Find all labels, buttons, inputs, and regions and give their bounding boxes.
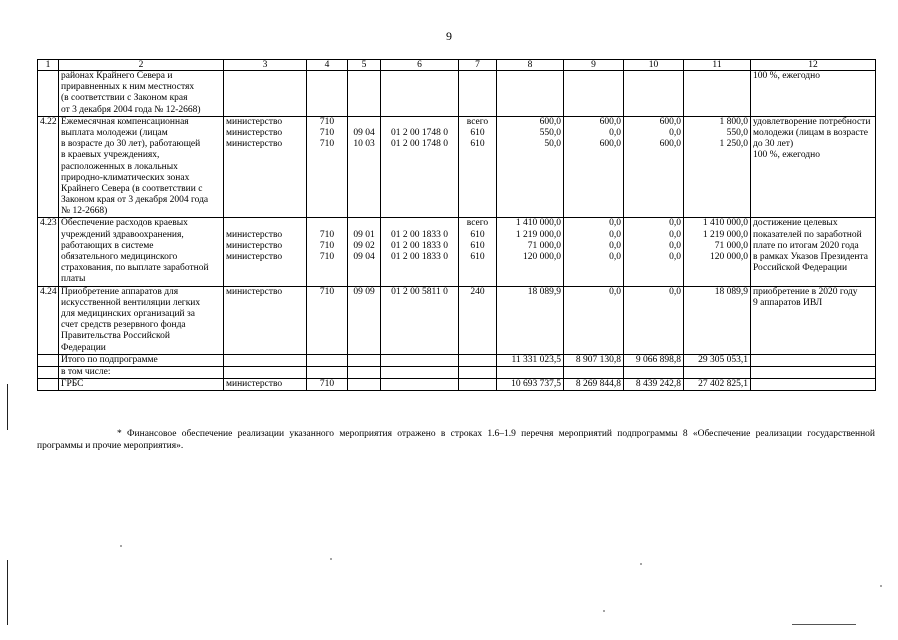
cell-c3: [224, 354, 307, 366]
budget-table: [37, 59, 876, 391]
name-line: работающих в системе: [61, 240, 154, 251]
cell-line: 550,0: [539, 127, 561, 138]
cell-line: 09 09: [353, 286, 375, 297]
row-id: [38, 71, 59, 117]
result-line: Российской Федерации: [753, 263, 848, 274]
table-row: [38, 286, 876, 354]
row-result: [751, 379, 876, 391]
cell-line: 710: [319, 252, 335, 262]
header-cell: 3: [224, 60, 307, 71]
name-line: Приобретение аппаратов для: [61, 286, 179, 297]
cell-line: 18 089,9: [714, 286, 748, 297]
name-line: Законом края от 3 декабря 2004 года: [61, 195, 209, 206]
cell-c4: [307, 286, 348, 354]
scan-speck: [603, 610, 605, 612]
cell-line: 600,0: [659, 139, 681, 150]
row-id: 4.23: [38, 218, 59, 286]
cell-c11: 29 305 053,1: [684, 354, 751, 366]
cell-c6: [381, 71, 459, 117]
table-row: [38, 116, 876, 218]
cell-c6: [381, 286, 459, 354]
row-label: в том числе:: [59, 366, 224, 378]
cell-c9: [564, 218, 624, 286]
cell-line: 1 410 000,0: [702, 218, 748, 229]
cell-c11: [684, 116, 751, 218]
cell-line: [350, 218, 378, 229]
row-result: [751, 218, 876, 286]
name-line: выплата молодежи (лицам: [61, 127, 168, 138]
row-name: [59, 286, 224, 354]
cell-line: 710: [319, 229, 335, 240]
cell-c3: министерство: [224, 379, 307, 391]
cell-c6: [381, 366, 459, 378]
cell-c7: [459, 71, 497, 117]
name-line: районах Крайнего Севера и: [61, 71, 173, 81]
name-line: от 3 декабря 2004 года № 12-2668): [61, 104, 201, 115]
row-name: [59, 71, 224, 117]
cell-c3: [224, 218, 307, 286]
cell-line: министерство: [226, 139, 283, 150]
cell-line: 240: [470, 286, 485, 297]
name-line: № 12-2668): [61, 206, 108, 217]
scan-margin-line: [7, 384, 8, 430]
cell-c6: [381, 354, 459, 366]
name-line: природно-климатических зонах: [61, 172, 190, 183]
cell-c6: [381, 218, 459, 286]
header-cell: 5: [348, 60, 381, 71]
cell-line: 0,0: [609, 240, 621, 251]
header-cell: 7: [459, 60, 497, 71]
cell-line: 610: [470, 229, 485, 240]
scan-speck: [330, 558, 332, 560]
header-cell: 9: [564, 60, 624, 71]
header-cell: 10: [624, 60, 684, 71]
cell-c10: [624, 218, 684, 286]
cell-c10: [624, 286, 684, 354]
scan-speck: [120, 545, 122, 547]
cell-c9: 8 269 844,8: [564, 379, 624, 391]
cell-c4: [307, 218, 348, 286]
cell-line: министерство: [226, 229, 283, 240]
cell-c10: [624, 116, 684, 218]
cell-c11: [684, 286, 751, 354]
cell-line: 1 250,0: [719, 139, 748, 150]
cell-c6: [381, 116, 459, 218]
cell-line: 600,0: [599, 116, 621, 127]
footnote: * Финансовое обеспечение реализации указанного мероприятия отражено в строках 1.6–1.9 перечня мероприятий подпрограммы 8 «Обеспечение реализации государственной программы и прочие мероприятия».: [37, 429, 875, 451]
cell-line: 0,0: [609, 229, 621, 240]
cell-c9: [564, 116, 624, 218]
cell-line: 0,0: [669, 286, 681, 297]
row-id: [38, 366, 59, 378]
cell-line: министерство: [226, 240, 283, 251]
name-line: в возрасте до 30 лет), работающей: [61, 139, 201, 150]
cell-line: 01 2 00 1833 0: [391, 229, 448, 240]
row-id: [38, 354, 59, 366]
cell-c9: [564, 286, 624, 354]
result-line: до 30 лет): [753, 139, 794, 150]
cell-c7: [459, 218, 497, 286]
cell-line: 18 089,9: [527, 286, 561, 297]
name-line: счет средств резервного фонда: [61, 320, 186, 331]
cell-line: 1 219 000,0: [515, 229, 561, 240]
cell-c5: [348, 354, 381, 366]
header-cell: 6: [381, 60, 459, 71]
cell-line: 710: [319, 127, 335, 138]
name-line: Обеспечение расходов краевых: [61, 218, 188, 229]
cell-line: 0,0: [609, 127, 621, 138]
cell-c5: [348, 116, 381, 218]
name-line: обязательного медицинского: [61, 252, 178, 262]
cell-line: 09 02: [353, 240, 375, 251]
cell-c4: [307, 354, 348, 366]
header-cell: 11: [684, 60, 751, 71]
cell-c3: [224, 366, 307, 378]
cell-c9: [564, 366, 624, 378]
name-line: платы: [61, 274, 86, 285]
row-id: 4.22: [38, 116, 59, 218]
cell-line: 01 2 00 1748 0: [391, 139, 448, 150]
cell-line: 710: [319, 116, 335, 127]
grbs-row: [38, 379, 876, 391]
row-id: [38, 379, 59, 391]
cell-line: министерство: [226, 127, 283, 138]
cell-line: всего: [466, 218, 489, 229]
cell-c4: [307, 366, 348, 378]
cell-c5: [348, 286, 381, 354]
cell-line: 710: [319, 240, 335, 251]
total-row: [38, 354, 876, 366]
cell-line: министерство: [226, 252, 283, 262]
cell-line: министерство: [226, 286, 283, 297]
cell-line: 0,0: [669, 229, 681, 240]
cell-c7: [459, 379, 497, 391]
cell-line: [383, 117, 456, 128]
cell-line: 1 219 000,0: [702, 229, 748, 240]
scan-speck: [880, 585, 882, 587]
name-line: искусственной вентиляции легких: [61, 297, 201, 308]
cell-c10: [624, 71, 684, 117]
name-line: учреждений здравоохранения,: [61, 229, 184, 240]
scan-speck: [640, 563, 642, 565]
cell-c3: [224, 71, 307, 117]
table-row: [38, 218, 876, 286]
cell-line: 01 2 00 5811 0: [391, 286, 448, 297]
cell-c10: 8 439 242,8: [624, 379, 684, 391]
cell-line: 600,0: [599, 139, 621, 150]
header-cell: 4: [307, 60, 348, 71]
row-result: [751, 71, 876, 117]
result-line: молодежи (лицам в возрасте: [753, 127, 868, 138]
result-line: в рамках Указов Президента: [753, 252, 868, 262]
row-name: [59, 116, 224, 218]
name-line: для медицинских организаций за: [61, 308, 195, 319]
name-line: в краевых учреждениях,: [61, 150, 160, 161]
cell-line: 710: [319, 286, 335, 297]
cell-line: 1 800,0: [719, 116, 748, 127]
cell-c7: [459, 354, 497, 366]
including-row: [38, 366, 876, 378]
cell-line: 09 01: [353, 229, 375, 240]
cell-c6: [381, 379, 459, 391]
cell-line: 71 000,0: [527, 240, 561, 251]
header-cell: 8: [497, 60, 564, 71]
cell-c5: [348, 366, 381, 378]
cell-line: 0,0: [609, 252, 621, 262]
cell-line: [309, 218, 345, 229]
cell-line: 10 03: [353, 139, 375, 150]
cell-c8: [497, 71, 564, 117]
page-number: 9: [446, 29, 452, 43]
header-cell: 1: [38, 60, 59, 71]
row-label: ГРБС: [59, 379, 224, 391]
cell-line: 610: [470, 139, 485, 150]
row-result: [751, 286, 876, 354]
cell-c8: [497, 366, 564, 378]
result-line: достижение целевых: [753, 218, 838, 229]
cell-c10: [624, 366, 684, 378]
cell-line: 0,0: [669, 252, 681, 262]
cell-c11: 27 402 825,1: [684, 379, 751, 391]
name-line: приравненных к ним местностях: [61, 82, 195, 93]
scan-artifact-line: [792, 624, 856, 625]
result-line: показателей по заработной: [753, 229, 862, 240]
name-line: страхования, по выплате заработной: [61, 263, 209, 274]
row-result: [751, 116, 876, 218]
name-line: Федерации: [61, 342, 106, 353]
cell-line: 01 2 00 1833 0: [391, 240, 448, 251]
name-line: расположенных в локальных: [61, 161, 178, 172]
cell-line: [383, 218, 456, 229]
result-line: удовлетворение потребности: [753, 116, 871, 127]
cell-line: 600,0: [659, 116, 681, 127]
cell-c3: [224, 286, 307, 354]
cell-line: 1 410 000,0: [515, 218, 561, 229]
result-line: 9 аппаратов ИВЛ: [753, 297, 823, 308]
cell-c4: [307, 116, 348, 218]
row-result: [751, 366, 876, 378]
cell-c7: [459, 286, 497, 354]
cell-line: 550,0: [726, 127, 748, 138]
cell-line: министерство: [226, 116, 283, 127]
cell-line: 0,0: [669, 218, 681, 229]
row-name: [59, 218, 224, 286]
cell-c8: 11 331 023,5: [497, 354, 564, 366]
cell-line: 09 04: [353, 127, 375, 138]
cell-line: 600,0: [539, 116, 561, 127]
cell-line: 01 2 00 1833 0: [391, 252, 448, 262]
cell-line: 120 000,0: [710, 252, 748, 262]
cell-c5: [348, 379, 381, 391]
cell-line: 09 04: [353, 252, 375, 262]
cell-line: [226, 218, 304, 229]
cell-c5: [348, 71, 381, 117]
cell-line: всего: [466, 116, 489, 127]
row-result: [751, 354, 876, 366]
cell-c8: [497, 116, 564, 218]
cell-c3: [224, 116, 307, 218]
cell-c5: [348, 218, 381, 286]
cell-line: 71 000,0: [714, 240, 748, 251]
result-line: 100 %, ежегодно: [753, 71, 820, 81]
cell-c7: [459, 366, 497, 378]
result-line: 100 %, ежегодно: [753, 150, 820, 161]
cell-c8: [497, 218, 564, 286]
cell-line: 610: [470, 127, 485, 138]
cell-line: 50,0: [544, 139, 561, 150]
cell-line: 710: [319, 139, 335, 150]
row-id: 4.24: [38, 286, 59, 354]
header-row: [38, 60, 876, 71]
cell-line: 01 2 00 1748 0: [391, 127, 448, 138]
table-row: [38, 71, 876, 117]
result-line: плате по итогам 2020 года: [753, 240, 859, 251]
cell-line: [350, 117, 378, 128]
cell-c7: [459, 116, 497, 218]
cell-c4: [307, 71, 348, 117]
row-label: Итого по подпрограмме: [59, 354, 224, 366]
name-line: Правительства Российской: [61, 331, 170, 342]
result-line: приобретение в 2020 году: [753, 286, 858, 297]
cell-c4: 710: [307, 379, 348, 391]
cell-line: 0,0: [609, 218, 621, 229]
cell-c8: 10 693 737,5: [497, 379, 564, 391]
name-line: Ежемесячная компенсационная: [61, 116, 189, 127]
name-line: Крайнего Севера (в соответствии с: [61, 183, 203, 194]
cell-line: 0,0: [669, 240, 681, 251]
header-cell: 2: [59, 60, 224, 71]
name-line: (в соответствии с Законом края: [61, 93, 188, 104]
cell-c9: 8 907 130,8: [564, 354, 624, 366]
cell-line: 120 000,0: [523, 252, 561, 262]
cell-c11: [684, 71, 751, 117]
cell-c11: [684, 366, 751, 378]
cell-line: 610: [470, 252, 485, 262]
cell-c9: [564, 71, 624, 117]
cell-c10: 9 066 898,8: [624, 354, 684, 366]
cell-c11: [684, 218, 751, 286]
header-cell: 12: [751, 60, 876, 71]
cell-c8: [497, 286, 564, 354]
cell-line: 610: [470, 240, 485, 251]
cell-line: 0,0: [669, 127, 681, 138]
cell-line: 0,0: [609, 286, 621, 297]
scan-margin-line: [7, 560, 8, 625]
